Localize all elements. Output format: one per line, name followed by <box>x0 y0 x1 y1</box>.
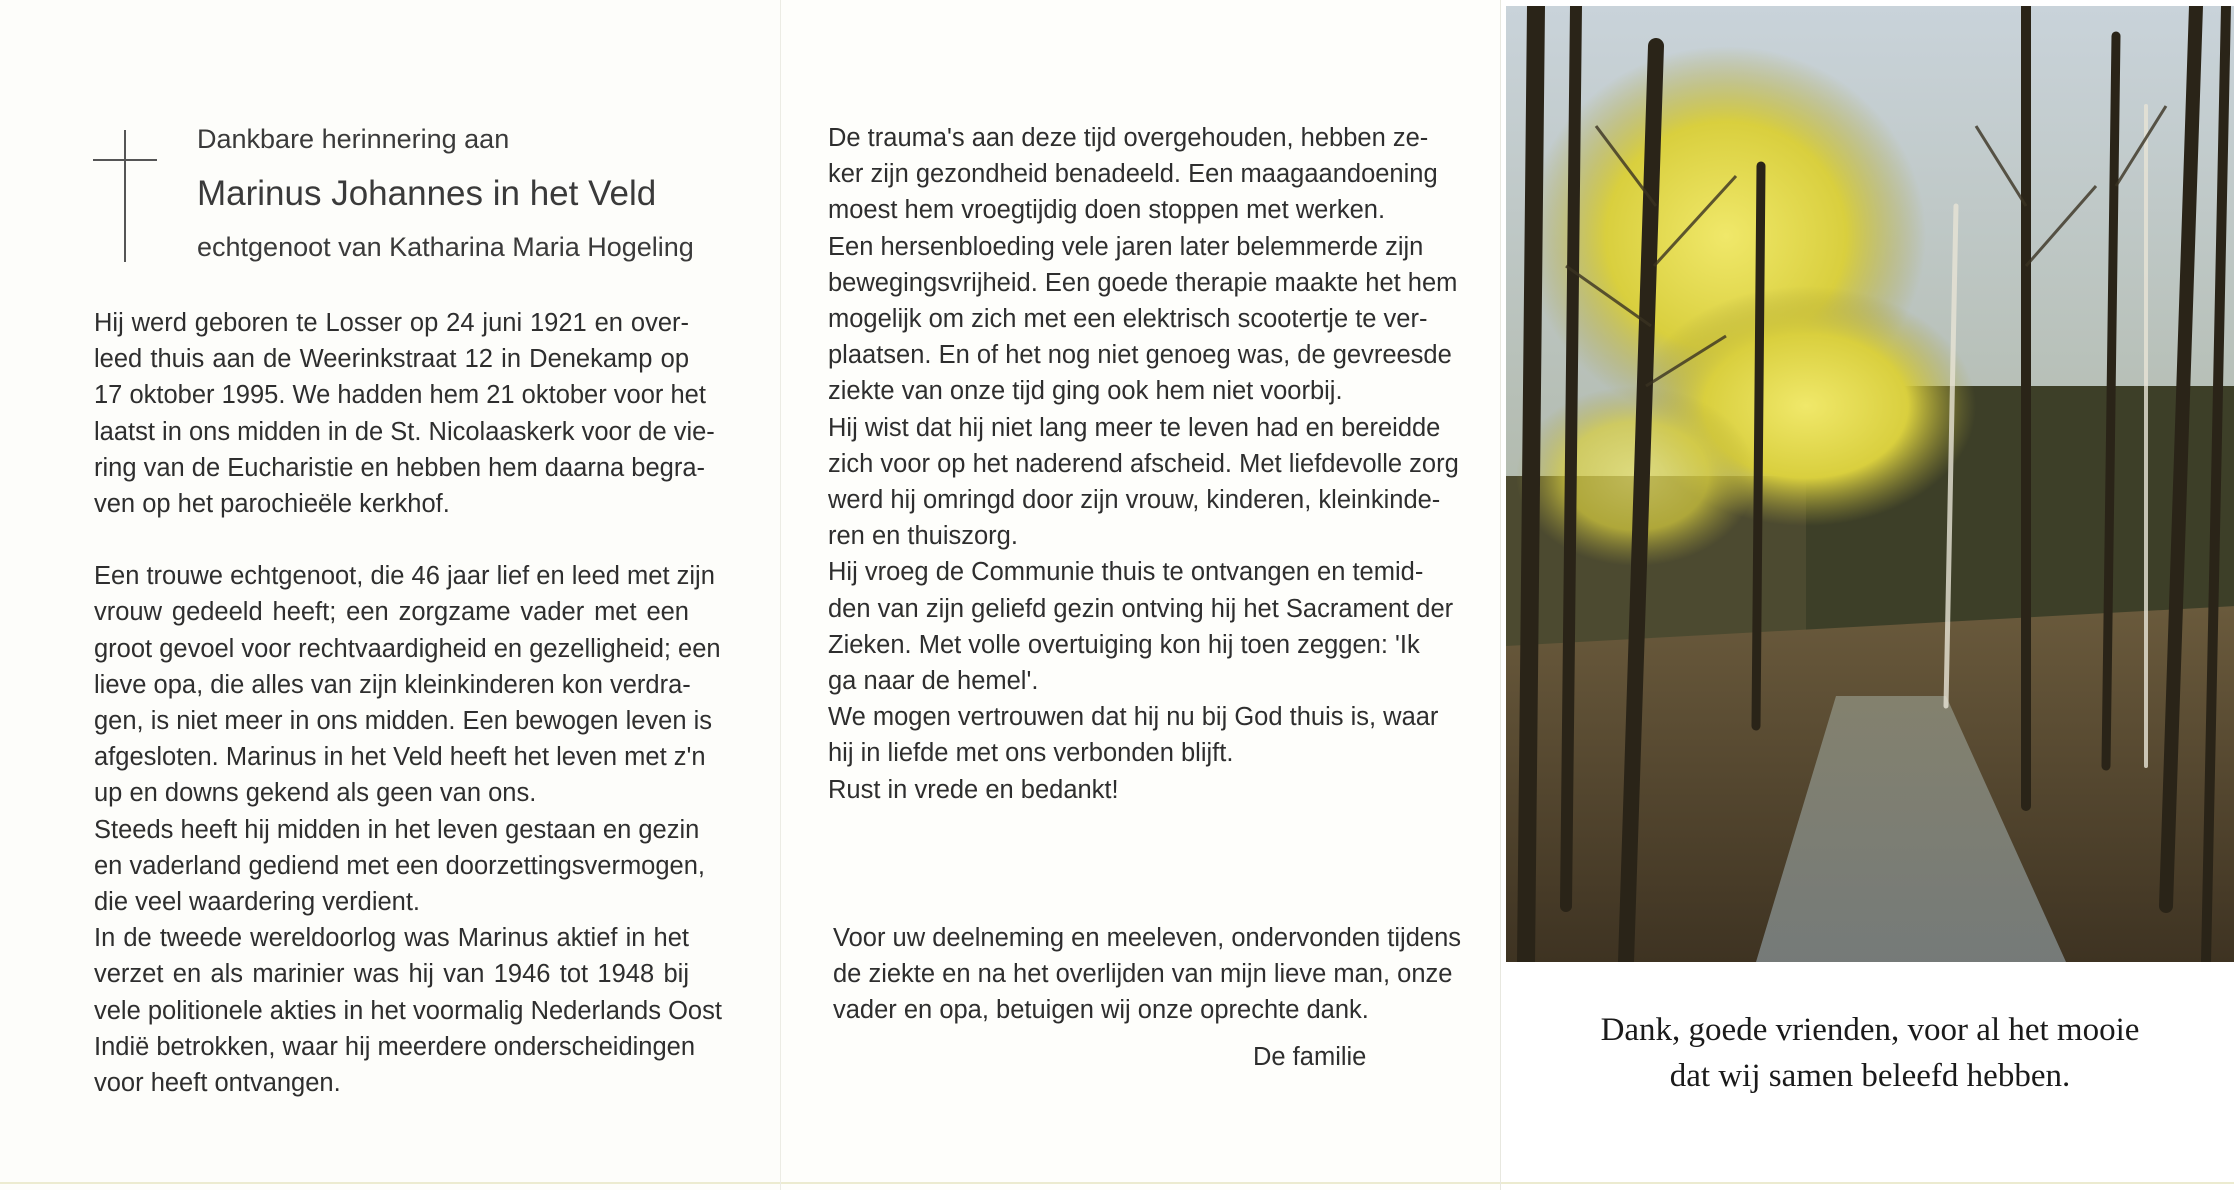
thanks-text <box>833 920 1462 1029</box>
paragraph-farewell <box>828 410 1459 555</box>
paragraph-life <box>94 812 705 921</box>
caption-line-2: dat wij samen beleefd hebben. <box>1669 1058 2071 1094</box>
text-line: De trauma's aan deze tijd overgehouden, hebben ze- <box>828 124 1429 152</box>
text-line: en vaderland gediend met een doorzettingsvermogen, <box>94 851 705 880</box>
text-line: Indië betrokken, waar hij meerdere onderscheidingen <box>94 1032 696 1061</box>
text-line: afgesloten. Marinus in het Veld heeft het leven met z'n <box>94 743 706 772</box>
text-line: mogelijk om zich met een elektrisch scootertje te ver- <box>828 305 1428 334</box>
text-line: leed thuis aan de Weerinkstraat 12 in Denekamp op <box>94 345 689 374</box>
text-line: Hij vroeg de Communie thuis te ontvangen en temid- <box>828 558 1424 587</box>
text-line: vele politionele akties in het voormalig Nederlands Oost <box>94 996 722 1025</box>
forest-photo <box>1506 6 2234 962</box>
text-line: 17 oktober 1995. We hadden hem 21 oktober voor het <box>94 381 706 410</box>
text-line: ga naar de hemel'. <box>828 667 1039 696</box>
text-line: die veel waardering verdient. <box>94 888 421 917</box>
text-line: ren en thuiszorg. <box>828 522 1018 551</box>
paragraph-character <box>94 558 721 811</box>
text-line: ziekte van onze tijd ging ook hem niet voorbij. <box>828 377 1343 406</box>
spouse-text: echtgenoot van Katharina Maria Hogeling <box>197 232 694 262</box>
cross-vertical-bar <box>124 130 126 262</box>
text-line: lieve opa, die alles van zijn kleinkinderen kon verdra- <box>94 670 691 699</box>
text-line: Zieken. Met volle overtuiging kon hij toen zeggen: 'Ik <box>828 630 1420 659</box>
paragraph-war <box>94 920 722 1101</box>
paragraph-thanks <box>833 920 1462 1029</box>
page-edge <box>0 1182 780 1184</box>
text-line: ker zijn gezondheid benadeeld. Een maagaandoening <box>828 160 1438 189</box>
text-line: plaatsen. En of het nog niet genoeg was, de gevreesde <box>828 341 1452 370</box>
text-line: laatst in ons midden in de St. Nicolaaskerk voor de vie- <box>94 417 715 446</box>
text-line: In de tweede wereldoorlog was Marinus aktief in het <box>94 924 689 953</box>
closing-line: Rust in vrede en bedankt! <box>828 775 1119 804</box>
cross-horizontal-bar <box>93 159 157 161</box>
paragraph-health <box>828 120 1438 229</box>
text-line: ven op het parochieële kerkhof. <box>94 490 450 519</box>
text-line: gen, is niet meer in ons midden. Een bewogen leven is <box>94 707 713 736</box>
text-line: hij in liefde met ons verbonden blijft. <box>828 739 1234 768</box>
text-line: werd hij omringd door zijn vrouw, kinderen, kleinkinde- <box>828 486 1441 515</box>
deceased-name: Marinus Johannes in het Veld <box>197 174 657 213</box>
text-line: verzet en als marinier was hij van 1946 tot 1948 bij <box>94 960 689 989</box>
text-line: zich voor op het naderend afscheid. Met liefdevolle zorg <box>828 449 1459 478</box>
text-line: groot gevoel voor rechtvaardigheid en gezelligheid; een <box>94 634 721 663</box>
text-line: den van zijn geliefd gezin ontving hij het Sacrament der <box>828 594 1454 623</box>
signature: De familie <box>1253 1043 1367 1071</box>
text-line: Hij wist dat hij niet lang meer te leven had en bereidde <box>828 413 1441 442</box>
left-body-text <box>94 305 722 1101</box>
paragraph-trust <box>828 699 1439 771</box>
text-line: Voor uw deelneming en meeleven, ondervonden tijdens <box>833 924 1462 952</box>
text-line: We mogen vertrouwen dat hij nu bij God thuis is, waar <box>828 703 1439 732</box>
text-line: voor heeft ontvangen. <box>94 1069 341 1098</box>
text-line: Een hersenbloeding vele jaren later belemmerde zijn <box>828 232 1424 261</box>
text-line: Steeds heeft hij midden in het leven gestaan en gezin <box>94 815 700 844</box>
autumn-forest-image <box>1506 6 2234 962</box>
text-line: vader en opa, betuigen wij onze oprechte dank. <box>833 996 1369 1025</box>
intro-text: Dankbare herinnering aan <box>197 124 510 154</box>
paragraph-communion <box>828 554 1454 699</box>
text-line: up en downs gekend als geen van ons. <box>94 779 537 808</box>
page-edge <box>1501 1182 2234 1184</box>
caption-line-1: Dank, goede vrienden, voor al het mooie <box>1600 1012 2140 1048</box>
middle-body-text <box>828 120 1459 808</box>
text-line: bewegingsvrijheid. Een goede therapie maakte het hem <box>828 268 1458 297</box>
page-edge <box>781 1182 1500 1184</box>
text-line: de ziekte en na het overlijden van mijn lieve man, onze <box>833 960 1453 989</box>
text-line: Een trouwe echtgenoot, die 46 jaar lief en leed met zijn <box>94 562 715 591</box>
text-line: ring van de Eucharistie en hebben hem daarna begra- <box>94 453 705 482</box>
photo-caption <box>1506 1007 2234 1099</box>
text-line: moest hem vroegtijdig doen stoppen met werken. <box>828 196 1386 225</box>
text-line: Hij werd geboren te Losser op 24 juni 1921 en over- <box>94 309 689 337</box>
paragraph-stroke <box>828 229 1458 410</box>
paragraph-birth-death <box>94 305 715 522</box>
text-line: vrouw gedeeld heeft; een zorgzame vader met een <box>94 598 689 627</box>
